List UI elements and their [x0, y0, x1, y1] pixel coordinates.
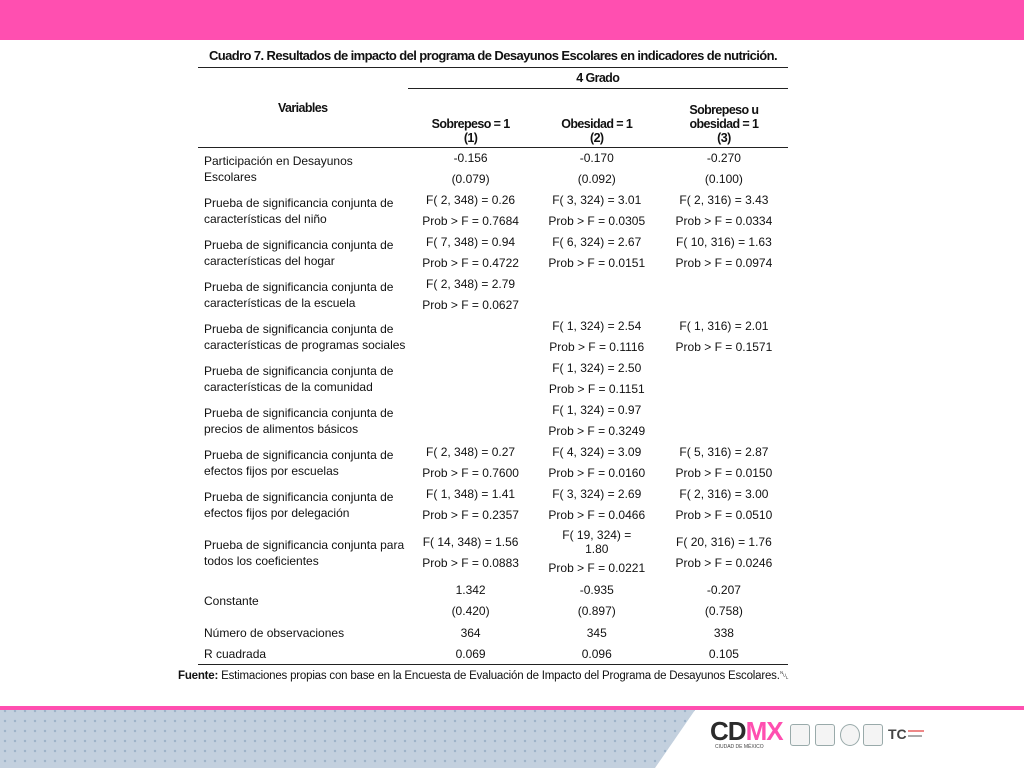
cell-line-second: Prob > F = 0.0305	[548, 214, 646, 228]
cell-line-first: F( 20, 316) = 1.76	[676, 535, 772, 549]
cell-value: 364	[460, 625, 481, 640]
cell-line-first: F( 3, 324) = 3.01	[552, 193, 642, 207]
header-col-1: Sobrepeso = 1 (1)	[431, 117, 510, 145]
cell-value	[534, 484, 660, 526]
cell-value	[534, 358, 660, 400]
table-row	[198, 358, 788, 400]
row-label: Prueba de significancia conjunta de características de programas sociales	[204, 322, 406, 352]
table-title: Cuadro 7. Resultados de impacto del programa de Desayunos Escolares en indicadores de nutrición.	[208, 48, 777, 63]
cell-value	[534, 526, 660, 580]
cell-line-second	[534, 295, 660, 316]
cell-line-first: F( 2, 348) = 2.79	[426, 277, 516, 291]
row-label: Constante	[204, 594, 259, 608]
cell-value	[660, 316, 788, 358]
cell-line-first: F( 2, 348) = 0.27	[426, 445, 516, 459]
cell-value	[408, 400, 534, 442]
table-row	[198, 232, 788, 274]
cell-value	[660, 442, 788, 484]
cell-line-second: Prob > F = 0.0334	[675, 214, 773, 228]
table-row	[198, 316, 788, 358]
cell-value	[534, 190, 660, 232]
cell-value	[534, 148, 660, 191]
table-row	[198, 442, 788, 484]
cdmx-logo: CDMX	[710, 716, 783, 746]
cell-line-first: F( 10, 316) = 1.63	[676, 235, 772, 249]
cell-line-first	[660, 400, 788, 421]
cell-value	[660, 580, 788, 622]
table-row	[198, 526, 788, 580]
cdmx-logo-subtitle: CIUDAD DE MÉXICO	[715, 744, 764, 750]
cell-line-second: Prob > F = 0.7600	[422, 466, 519, 480]
cell-value	[408, 316, 534, 358]
cell-line-second: (0.758)	[704, 604, 743, 618]
seal-icon	[840, 724, 860, 746]
cell-line-second: (0.092)	[577, 172, 616, 186]
cell-value: 338	[713, 625, 734, 640]
cell-value	[534, 232, 660, 274]
cell-value	[408, 148, 534, 191]
table-row	[198, 274, 788, 316]
cell-line-second: Prob > F = 0.1116	[549, 340, 645, 354]
cell-line-first: F( 6, 324) = 2.67	[552, 235, 642, 249]
cell-line-second: Prob > F = 0.0150	[675, 466, 773, 480]
cell-line-second: Prob > F = 0.1571	[675, 340, 773, 354]
cell-line-first	[408, 400, 534, 421]
cell-value	[534, 274, 660, 316]
cell-line-second: Prob > F = 0.3249	[548, 424, 646, 438]
cell-line-first: -0.935	[579, 583, 614, 597]
cell-line-first	[408, 316, 534, 337]
row-label: Prueba de significancia conjunta para todos los coeficientes	[204, 538, 405, 568]
row-label: Número de observaciones	[204, 625, 345, 640]
row-label: Prueba de significancia conjunta de efectos fijos por delegación	[204, 490, 394, 520]
cell-value	[408, 526, 534, 580]
cell-line-second: Prob > F = 0.0160	[548, 466, 646, 480]
cell-line-second: Prob > F = 0.2357	[422, 508, 519, 522]
row-label: Prueba de significancia conjunta de características de la escuela	[204, 280, 394, 310]
table-row	[198, 148, 788, 191]
cell-line-second	[408, 379, 534, 400]
cell-line-first: F( 1, 324) = 0.97	[552, 403, 642, 417]
cell-line-second: Prob > F = 0.1151	[548, 382, 645, 396]
seal-icon	[790, 724, 810, 746]
cell-value	[660, 274, 788, 316]
cell-value	[534, 580, 660, 622]
row-label: Prueba de significancia conjunta de características del niño	[204, 196, 394, 226]
row-label: Prueba de significancia conjunta de precios de alimentos básicos	[204, 406, 394, 436]
cell-value	[660, 190, 788, 232]
cell-line-second: Prob > F = 0.4722	[422, 256, 519, 270]
cell-line-first: F( 14, 348) = 1.56	[422, 535, 519, 549]
seal-icon	[863, 724, 883, 746]
seal-icon	[888, 724, 926, 744]
cell-value: 0.105	[708, 646, 739, 661]
table-row-r2	[198, 643, 788, 665]
cell-line-first: F( 1, 316) = 2.01	[679, 319, 769, 333]
cell-line-second: Prob > F = 0.0627	[422, 298, 519, 312]
cell-value	[534, 316, 660, 358]
cell-line-second	[660, 379, 788, 400]
cell-line-first: F( 1, 348) = 1.41	[426, 487, 516, 501]
cell-line-first	[534, 274, 660, 295]
row-label: Prueba de significancia conjunta de características de la comunidad	[204, 364, 394, 394]
cell-line-second: Prob > F = 0.0151	[548, 256, 646, 270]
cell-line-second	[408, 337, 534, 358]
cell-line-first: F( 19, 324) = 1.80	[562, 527, 632, 556]
cell-line-first: F( 5, 316) = 2.87	[679, 445, 769, 459]
cell-line-second: Prob > F = 0.7684	[422, 214, 519, 228]
row-label: Prueba de significancia conjunta de efectos fijos por escuelas	[204, 448, 394, 478]
cell-value	[660, 526, 788, 580]
footnote-label: Fuente:	[178, 670, 219, 682]
cell-value: 0.069	[455, 646, 486, 661]
cell-line-first: -0.170	[579, 151, 614, 165]
cell-line-first	[660, 274, 788, 295]
cell-line-first: -0.207	[706, 583, 741, 597]
table-row	[198, 484, 788, 526]
cell-line-first: 1.342	[455, 583, 486, 597]
header-col-3: Sobrepeso u obesidad = 1 (3)	[689, 103, 759, 145]
cell-line-first: F( 4, 324) = 3.09	[552, 445, 642, 459]
cell-value	[408, 190, 534, 232]
cell-line-second: (0.100)	[704, 172, 743, 186]
footnote	[178, 670, 789, 683]
cell-line-first: -0.156	[453, 151, 488, 165]
cell-line-second: (0.079)	[451, 172, 490, 186]
cell-value	[660, 358, 788, 400]
seal-icon	[815, 724, 835, 746]
cell-value	[534, 442, 660, 484]
table-row	[198, 580, 788, 622]
table-row	[198, 190, 788, 232]
cell-value: 0.096	[581, 646, 612, 661]
cell-value: 345	[586, 625, 607, 640]
cell-line-second: Prob > F = 0.0883	[422, 556, 519, 570]
table-row	[198, 400, 788, 442]
header-group: 4 Grado	[408, 68, 789, 89]
footnote-text: Estimaciones propias con base en la Encuesta de Evaluación de Impacto del Programa de Desayunos Escolares.␀	[218, 670, 789, 682]
row-label: R cuadrada	[204, 646, 267, 661]
cell-line-first: F( 2, 348) = 0.26	[426, 193, 516, 207]
header-variables: Variables	[198, 68, 408, 148]
cell-value	[660, 148, 788, 191]
cell-value	[408, 580, 534, 622]
svg-text:TC: TC	[888, 726, 907, 742]
cell-line-first: F( 7, 348) = 0.94	[426, 235, 516, 249]
cell-line-second: Prob > F = 0.0974	[675, 256, 773, 270]
cell-line-second: Prob > F = 0.0221	[548, 560, 646, 575]
cell-line-second: (0.897)	[577, 604, 616, 618]
table-row-observations	[198, 622, 788, 643]
cell-value	[660, 232, 788, 274]
cell-line-second: Prob > F = 0.0246	[675, 556, 773, 570]
cell-line-second	[408, 421, 534, 442]
cell-value	[408, 274, 534, 316]
row-label: Participación en Desayunos Escolares	[204, 154, 353, 184]
bottom-accent-line	[0, 706, 1024, 710]
header-col-2: Obesidad = 1 (2)	[561, 117, 633, 145]
cell-value	[408, 442, 534, 484]
cell-value	[408, 232, 534, 274]
cell-value	[660, 400, 788, 442]
top-accent-bar	[0, 0, 1024, 40]
cell-line-first: F( 2, 316) = 3.43	[679, 193, 769, 207]
cell-value	[660, 484, 788, 526]
cell-line-second	[660, 421, 788, 442]
cell-line-first	[408, 358, 534, 379]
cell-line-first: F( 2, 316) = 3.00	[679, 487, 769, 501]
cell-line-first: F( 1, 324) = 2.54	[552, 319, 642, 333]
table-body	[198, 148, 788, 623]
row-label: Prueba de significancia conjunta de características del hogar	[204, 238, 394, 268]
cell-line-second: Prob > F = 0.0466	[548, 508, 646, 522]
cell-line-second	[660, 295, 788, 316]
cell-value	[408, 358, 534, 400]
cell-line-first	[660, 358, 788, 379]
cell-line-first: F( 3, 324) = 2.69	[552, 487, 642, 501]
cell-line-first: -0.270	[706, 151, 741, 165]
results-table	[198, 67, 788, 665]
cell-value	[408, 484, 534, 526]
cell-line-second: (0.420)	[451, 604, 490, 618]
cell-value	[534, 400, 660, 442]
cell-line-second: Prob > F = 0.0510	[675, 508, 773, 522]
cell-line-first: F( 1, 324) = 2.50	[552, 361, 642, 375]
